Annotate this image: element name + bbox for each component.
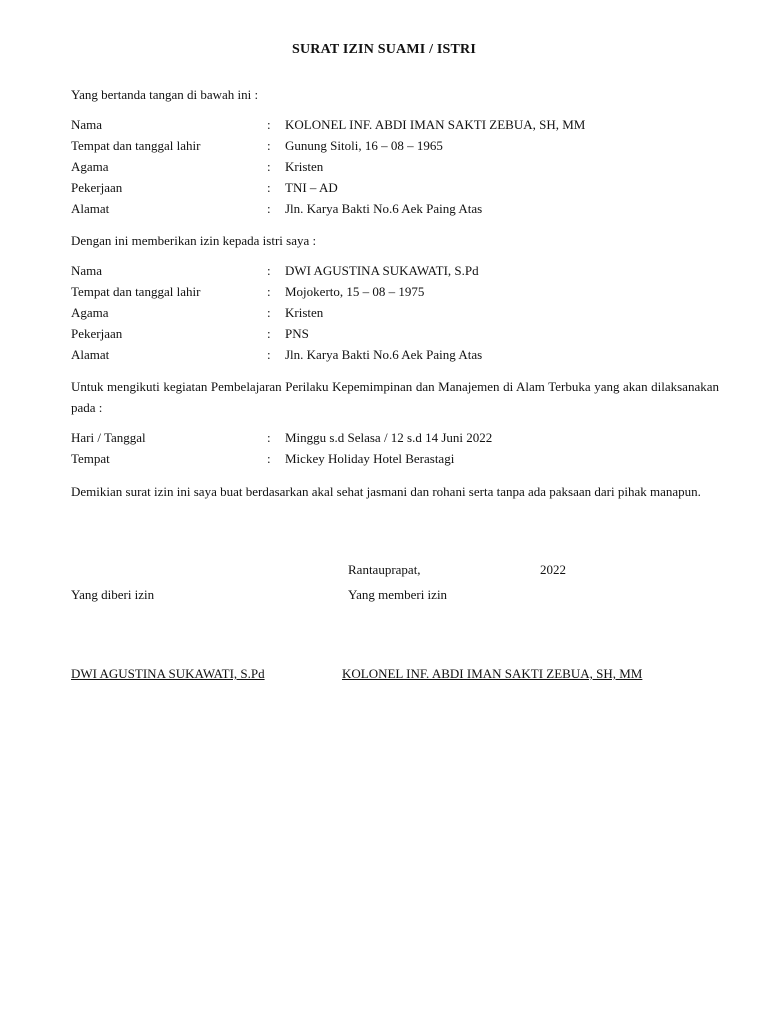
row-label: Pekerjaan — [71, 180, 123, 195]
giver-label: Yang memberi izin — [348, 587, 448, 602]
husband-row-name — [71, 117, 731, 137]
row-value: Kristen — [285, 305, 324, 320]
row-label: Agama — [71, 159, 109, 174]
permission-intro-text: Dengan ini memberikan izin kepada istri saya : — [71, 233, 317, 248]
closing-paragraph: Demikian surat izin ini saya buat berdasarkan akal sehat jasmani dan rohani serta tanpa ada paksaan dari pihak manapun. — [71, 484, 701, 499]
row-label: Alamat — [71, 347, 110, 362]
receiver-name: DWI AGUSTINA SUKAWATI, S.Pd — [71, 666, 265, 681]
row-value: DWI AGUSTINA SUKAWATI, S.Pd — [285, 263, 479, 278]
row-colon: : — [267, 201, 271, 216]
row-colon: : — [267, 305, 271, 320]
wife-row-religion — [71, 305, 731, 325]
row-value: Minggu s.d Selasa / 12 s.d 14 Juni 2022 — [285, 430, 493, 445]
row-label: Agama — [71, 305, 109, 320]
row-label: Tempat — [71, 451, 110, 466]
receiver-label: Yang diberi izin — [71, 587, 155, 602]
row-label: Alamat — [71, 201, 110, 216]
row-value: Jln. Karya Bakti No.6 Aek Paing Atas — [285, 201, 483, 216]
row-value: Mickey Holiday Hotel Berastagi — [285, 451, 455, 466]
activity-paragraph: Untuk mengikuti kegiatan Pembelajaran Perilaku Kepemimpinan dan Manajemen di Alam Terbuka yang akan dilaksanakan pada : — [71, 379, 719, 415]
row-colon: : — [267, 180, 271, 195]
intro-text: Yang bertanda tangan di bawah ini : — [71, 87, 259, 102]
row-colon: : — [267, 284, 271, 299]
giver-name: KOLONEL INF. ABDI IMAN SAKTI ZEBUA, SH, MM — [342, 666, 643, 681]
row-value: KOLONEL INF. ABDI IMAN SAKTI ZEBUA, SH, MM — [285, 117, 586, 132]
husband-row-birth — [71, 138, 731, 158]
row-label: Tempat dan tanggal lahir — [71, 284, 201, 299]
signature-year: 2022 — [540, 562, 566, 577]
row-label: Nama — [71, 117, 103, 132]
signature-place: Rantauprapat, — [348, 562, 421, 577]
wife-row-name — [71, 263, 731, 283]
row-value: Kristen — [285, 159, 324, 174]
wife-row-occupation — [71, 326, 731, 346]
wife-row-address — [71, 347, 731, 367]
husband-row-occupation — [71, 180, 731, 200]
husband-row-address — [71, 201, 731, 221]
row-value: Gunung Sitoli, 16 – 08 – 1965 — [285, 138, 443, 153]
row-label: Nama — [71, 263, 103, 278]
row-value: PNS — [285, 326, 309, 341]
letter-title: SURAT IZIN SUAMI / ISTRI — [292, 42, 476, 57]
husband-row-religion — [71, 159, 731, 179]
row-colon: : — [267, 430, 271, 445]
row-colon: : — [267, 138, 271, 153]
row-value: Jln. Karya Bakti No.6 Aek Paing Atas — [285, 347, 483, 362]
event-row-date — [71, 430, 731, 450]
row-colon: : — [267, 347, 271, 362]
row-colon: : — [267, 159, 271, 174]
row-colon: : — [267, 326, 271, 341]
row-colon: : — [267, 117, 271, 132]
wife-row-birth — [71, 284, 731, 304]
row-label: Pekerjaan — [71, 326, 123, 341]
event-row-place — [71, 451, 731, 471]
row-label: Tempat dan tanggal lahir — [71, 138, 201, 153]
row-colon: : — [267, 263, 271, 278]
row-colon: : — [267, 451, 271, 466]
row-value: TNI – AD — [285, 180, 338, 195]
row-value: Mojokerto, 15 – 08 – 1975 — [285, 284, 425, 299]
row-label: Hari / Tanggal — [71, 430, 146, 445]
